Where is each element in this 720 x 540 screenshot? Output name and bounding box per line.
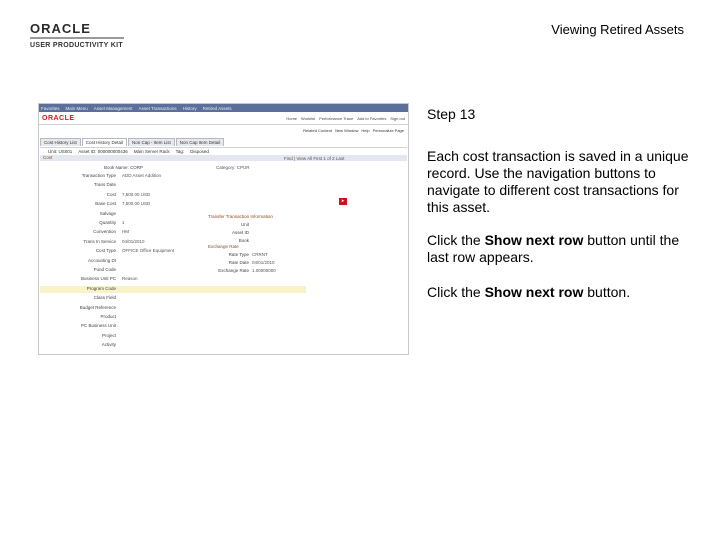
key-field: Asset ID: 000000000436	[78, 149, 128, 154]
field-label: Convention	[93, 229, 116, 235]
field-row	[205, 230, 252, 235]
field-value: 1	[122, 220, 125, 225]
field-row	[40, 323, 306, 330]
field-row	[40, 173, 306, 180]
app-top-nav	[39, 104, 408, 112]
field-label: Salvage	[99, 210, 116, 216]
app-brand-row	[39, 112, 408, 125]
field-label: Book	[238, 238, 249, 243]
instruction-paragraph-1: Each cost transaction is saved in a unique record. Use the navigation buttons to navigate to different cost transactions for this asset.	[427, 148, 689, 215]
page-link[interactable]: New Window	[335, 128, 359, 133]
instruction-text: button.	[583, 284, 631, 300]
field-label: PC Business Unit	[80, 323, 116, 329]
logo-divider	[30, 37, 124, 39]
exchange-section-header: Exchange Rate	[205, 244, 308, 250]
instruction-emphasis: Show next row	[484, 284, 584, 300]
field-label: Accounting Dt	[87, 257, 116, 263]
field-row	[205, 238, 252, 243]
field-label: Project	[101, 332, 116, 338]
field-label: Rate Date	[228, 260, 249, 265]
page-links	[303, 128, 404, 133]
nav-item[interactable]: Main Menu	[65, 105, 88, 111]
tab-cost-history-detail[interactable]: Cost History Detail	[82, 138, 127, 146]
app-brand-logo: ORACLE	[42, 114, 75, 122]
field-row	[40, 286, 306, 293]
field-row	[205, 222, 252, 227]
app-screenshot	[38, 103, 409, 355]
field-label: Unit	[240, 222, 249, 227]
field-value: 7,500.00 USD	[122, 201, 151, 207]
field-label: Transaction Type	[81, 173, 116, 178]
book-row	[99, 165, 250, 170]
field-row	[40, 201, 306, 208]
find-navigation	[284, 156, 344, 161]
field-row	[40, 342, 306, 349]
field-row	[40, 182, 306, 189]
page-link[interactable]: Related Content	[303, 128, 333, 133]
field-row	[40, 276, 306, 283]
field-label: Activity	[101, 342, 116, 348]
find-nav-text[interactable]: Find | View All First 1 of 2 Last	[284, 156, 345, 161]
page-tabs	[40, 138, 224, 146]
field-value: HM	[122, 229, 129, 235]
nav-item[interactable]: Favorites	[41, 105, 60, 111]
field-label: Cost	[106, 191, 116, 197]
field-label: Base Cost	[95, 201, 116, 207]
field-row	[205, 252, 268, 257]
header-link[interactable]: Sign out	[390, 115, 405, 121]
tab-cost-history-list[interactable]: Cost History List	[40, 138, 81, 146]
field-label: Business Unit PC	[80, 276, 116, 282]
field-label: Trans Date	[93, 182, 116, 188]
key-field: Disposed	[190, 149, 209, 154]
header-link[interactable]: Performance Trace	[319, 115, 354, 121]
field-value: OFFICE Office Equipment	[122, 248, 175, 254]
nav-item[interactable]: History	[182, 105, 197, 111]
key-field: Tag:	[175, 149, 185, 154]
field-value: CRRNT	[252, 252, 268, 257]
field-value: 04/01/2010	[122, 238, 145, 244]
logo-subtitle: USER PRODUCTIVITY KIT	[30, 42, 123, 49]
cost-section-header: Cost	[40, 155, 407, 161]
field-row	[205, 268, 276, 273]
field-value: Reason	[122, 276, 138, 282]
field-label: Fund Code	[93, 267, 116, 272]
instruction-text: Click the	[427, 284, 485, 300]
field-label: Program Code	[86, 285, 116, 291]
field-row	[40, 333, 306, 340]
field-value: 04/01/2010	[252, 260, 275, 265]
field-row	[40, 314, 306, 321]
field-row	[40, 295, 306, 302]
show-next-row-button[interactable]: ▸	[339, 198, 347, 205]
field-label: Exchange Rate	[218, 268, 249, 273]
app-body	[39, 125, 408, 353]
field-label: Asset ID	[231, 230, 249, 235]
field-label: Quantity	[99, 220, 116, 225]
field-row	[205, 260, 275, 265]
tab-non-cap-item-list[interactable]: Non Cap - Item List	[128, 138, 175, 146]
field-value: ADD Asset Addition	[122, 173, 162, 178]
app-header-links	[286, 116, 405, 121]
instruction-paragraph-2	[427, 232, 697, 266]
key-field: Main Server Rack	[133, 149, 170, 154]
header-link[interactable]: Add to Favorites	[357, 115, 387, 121]
field-label: Class Field	[93, 295, 116, 301]
field-value: 1.00000000	[252, 268, 276, 273]
field-label: Budget Reference	[79, 304, 116, 310]
key-field: Unit: US001	[48, 149, 73, 154]
nav-item[interactable]: Retired Assets	[202, 105, 232, 111]
slide-title: Viewing Retired Assets	[551, 22, 684, 37]
tab-non-cap-item-detail[interactable]: Non Cap Item Detail	[176, 138, 225, 146]
field-label: Product	[100, 314, 116, 319]
category-value: Category: CPUR	[216, 165, 250, 170]
field-label: Cost Type	[95, 248, 116, 254]
nav-item[interactable]: Asset Transactions	[138, 105, 177, 111]
nav-item[interactable]: Asset Management	[93, 105, 133, 111]
field-label: Trans In Service	[83, 238, 116, 244]
page-link[interactable]: Personalize Page	[372, 128, 404, 133]
key-fields-row	[40, 147, 407, 155]
page-link[interactable]: Help	[361, 128, 370, 133]
instruction-text: Click the	[427, 232, 485, 248]
transfer-section-header: Transfer Transaction Information	[205, 214, 308, 220]
instruction-emphasis: Show next row	[484, 232, 584, 248]
header-link[interactable]: Home	[286, 115, 298, 121]
field-row	[40, 229, 306, 236]
oracle-upk-logo	[30, 22, 130, 49]
field-row	[40, 305, 306, 312]
field-row	[40, 192, 306, 199]
instruction-paragraph-3	[427, 284, 697, 301]
instruction-text: button until the last row appears.	[427, 232, 680, 265]
field-value: 7,500.00 USD	[122, 191, 151, 197]
book-label: Book Name: CORP	[103, 165, 143, 170]
logo-word: ORACLE	[30, 21, 91, 36]
step-title: Step 13	[427, 106, 476, 122]
header-link[interactable]: Worklist	[301, 115, 316, 121]
field-row	[40, 220, 306, 227]
field-label: Rate Type	[228, 252, 249, 257]
